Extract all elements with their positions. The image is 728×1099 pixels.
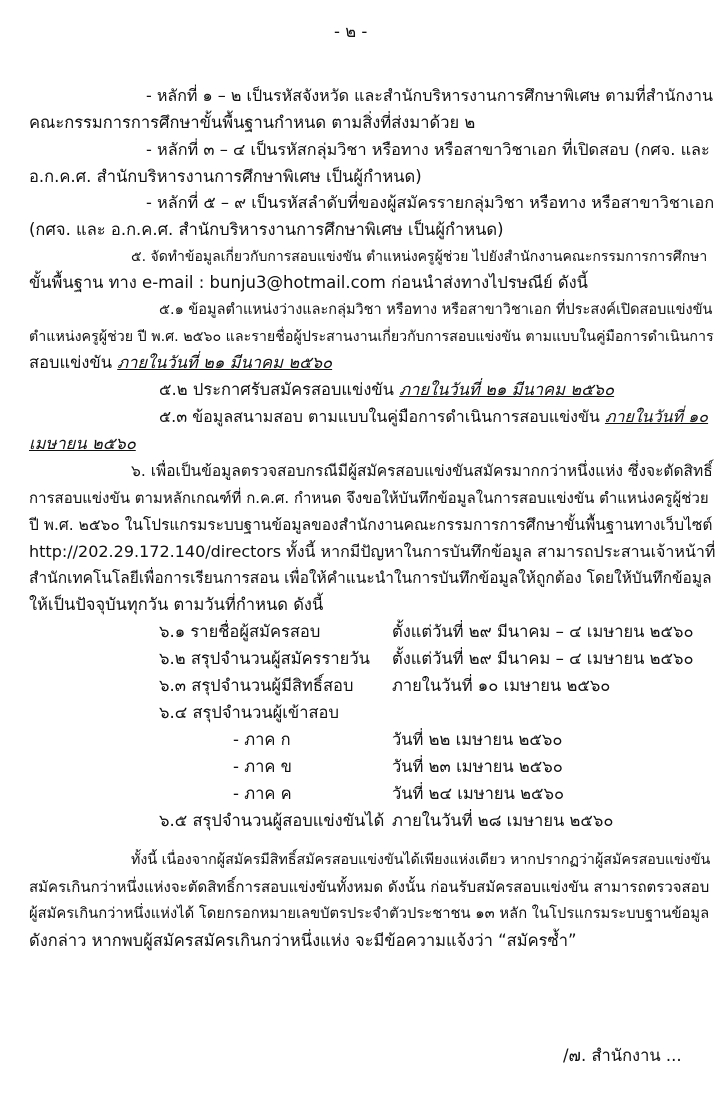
schedule-label-8: ๖.๕ สรุปจำนวนผู้สอบแข่งขันได้ (159, 811, 385, 830)
schedule-date-2: ตั้งแต่วันที่ ๒๙ มีนาคม – ๔ เมษายน ๒๕๖๐ (392, 649, 694, 668)
digits-line-6: (กศจ. และ อ.ก.ค.ศ. สำนักบริหารงานการศึกษาพิเศษ เป็นผู้กำหนด) (29, 220, 504, 239)
item5-1-line-1: ๕.๑ ข้อมูลตำแหน่งว่างและกลุ่มวิชา หรือทาง หรือสาขาวิชาเอก ที่ประสงค์เปิดสอบแข่งขัน (159, 302, 713, 318)
item5-line-1: ๕. จัดทำข้อมูลเกี่ยวกับการสอบแข่งขัน ตำแหน่งครูผู้ช่วย ไปยังสำนักงานคณะกรรมการการศึกษา (131, 249, 708, 265)
item6-line-1: ๖. เพื่อเป็นข้อมูลตรวจสอบกรณีมีผู้สมัครสอบแข่งขันสมัครมากกว่าหนึ่งแห่ง ซึ่งจะตัดสิทธิ์ (131, 462, 713, 480)
schedule-date-6: วันที่ ๒๓ เมษายน ๒๕๖๐ (392, 757, 563, 776)
item5-email-text: ขั้นพื้นฐาน ทาง e-mail : bunju3@hotmail.com ก่อนนำส่งทางไปรษณีย์ ดังนี้ (29, 273, 588, 292)
schedule-label-6: - ภาค ข (233, 757, 292, 776)
schedule-label-4: ๖.๔ สรุปจำนวนผู้เข้าสอบ (159, 703, 339, 722)
schedule-date-8: ภายในวันที่ ๒๘ เมษายน ๒๕๖๐ (392, 811, 614, 830)
item6-line-3: ปี พ.ศ. ๒๕๖๐ ในโปรแกรมระบบฐานข้อมูลของสำนักงานคณะกรรมการการศึกษาขั้นพื้นฐานทางเว็บไซต์ (29, 516, 713, 534)
item5-2-deadline: ภายในวันที่ ๒๑ มีนาคม ๒๕๖๐ (399, 380, 615, 399)
item5-2-line (159, 378, 614, 402)
item5-1-deadline: ภายในวันที่ ๒๑ มีนาคม ๒๕๖๐ (117, 353, 333, 372)
digits-line-2: คณะกรรมการการศึกษาขั้นพื้นฐานกำหนด ตามสิ่งที่ส่งมาด้วย ๒ (29, 113, 476, 132)
closing-line-3: ผู้สมัครเกินกว่าหนึ่งแห่งได้ โดยกรอกหมายเลขบัตรประจำตัวประชาชน ๑๓ หลัก ในโปรแกรมระบบฐานข้อมูล (29, 905, 710, 922)
closing-line-4: ดังกล่าว หากพบผู้สมัครสมัครเกินกว่าหนึ่งแห่ง จะมีข้อความแจ้งว่า “สมัครซ้ำ” (29, 931, 577, 950)
schedule-label-7: - ภาค ค (233, 784, 292, 803)
item6-line-4: http://202.29.172.140/directors ทั้งนี้ หากมีปัญหาในการบันทึกข้อมูล สามารถประสานเจ้าหน้าที่ (29, 542, 716, 561)
schedule-date-5: วันที่ ๒๒ เมษายน ๒๕๖๐ (392, 730, 563, 749)
digits-line-5: - หลักที่ ๕ – ๙ เป็นรหัสลำดับที่ของผู้สมัครรายกลุ่มวิชา หรือทาง หรือสาขาวิชาเอก (146, 193, 715, 212)
continuation-marker: /๗. สำนักงาน ... (563, 1046, 682, 1065)
schedule-label-5: - ภาค ก (233, 730, 291, 749)
item5-2-text: ๕.๒ ประกาศรับสมัครสอบแข่งขัน (159, 380, 400, 399)
digits-line-3: - หลักที่ ๓ – ๔ เป็นรหัสกลุ่มวิชา หรือทาง หรือสาขาวิชาเอก ที่เปิดสอบ (กศจ. และ (146, 140, 710, 159)
schedule-label-2: ๖.๒ สรุปจำนวนผู้สมัครรายวัน (159, 649, 370, 668)
item5-3-line-2: เมษายน ๒๕๖๐ (29, 434, 136, 453)
schedule-date-1: ตั้งแต่วันที่ ๒๙ มีนาคม – ๔ เมษายน ๒๕๖๐ (392, 622, 694, 641)
item6-line-5: สำนักเทคโนโลยีเพื่อการเรียนการสอน เพื่อให้คำแนะนำในการบันทึกข้อมูลให้ถูกต้อง โดยให้บันทึกข้อมูล (29, 569, 712, 587)
digits-line-4: อ.ก.ค.ศ. สำนักบริหารงานการศึกษาพิเศษ เป็นผู้กำหนด) (29, 167, 422, 186)
item5-3-text: ๕.๓ ข้อมูลสนามสอบ ตามแบบในคู่มือการดำเนินการสอบแข่งขัน (159, 407, 605, 426)
item5-3-deadline: ภายในวันที่ ๑๐ (604, 407, 709, 426)
digits-line-1: - หลักที่ ๑ – ๒ เป็นรหัสจังหวัด และสำนักบริหารงานการศึกษาพิเศษ ตามที่สำนักงาน (146, 86, 713, 105)
item5-line-2 (29, 271, 588, 295)
schedule-label-1: ๖.๑ รายชื่อผู้สมัครสอบ (159, 622, 321, 641)
item5-1-line-2: ตำแหน่งครูผู้ช่วย ปี พ.ศ. ๒๕๖๐ และรายชื่อผู้ประสานงานเกี่ยวกับการสอบแข่งขัน ตามแบบในคู่มือการดำเนินการ (29, 329, 714, 345)
schedule-date-3: ภายในวันที่ ๑๐ เมษายน ๒๕๖๐ (392, 676, 611, 695)
item6-line-6: ให้เป็นปัจจุบันทุกวัน ตามวันที่กำหนด ดังนี้ (29, 595, 324, 614)
schedule-label-3: ๖.๓ สรุปจำนวนผู้มีสิทธิ์สอบ (159, 676, 354, 695)
item5-3-line-1 (159, 405, 708, 429)
schedule-date-7: วันที่ ๒๔ เมษายน ๒๕๖๐ (392, 784, 565, 803)
closing-line-2: สมัครเกินกว่าหนึ่งแห่งจะตัดสิทธิ์การสอบแข่งขันทั้งหมด ดังนั้น ก่อนรับสมัครสอบแข่งขัน สามารถตรวจสอบ (29, 878, 710, 896)
item6-line-2: การสอบแข่งขัน ตามหลักเกณฑ์ที่ ก.ค.ศ. กำหนด จึงขอให้บันทึกข้อมูลในการสอบแข่งขัน ตำแหน่งครูผู้ช่วย (29, 489, 709, 507)
closing-line-1: ทั้งนี้ เนื่องจากผู้สมัครมีสิทธิ์สมัครสอบแข่งขันได้เพียงแห่งเดียว หากปรากฏว่าผู้สมัครสอบแข่งขัน (131, 852, 711, 868)
item5-1-line-3 (29, 351, 332, 375)
item5-1-text: สอบแข่งขัน (29, 353, 118, 372)
page-number: - ๒ - (334, 22, 368, 41)
